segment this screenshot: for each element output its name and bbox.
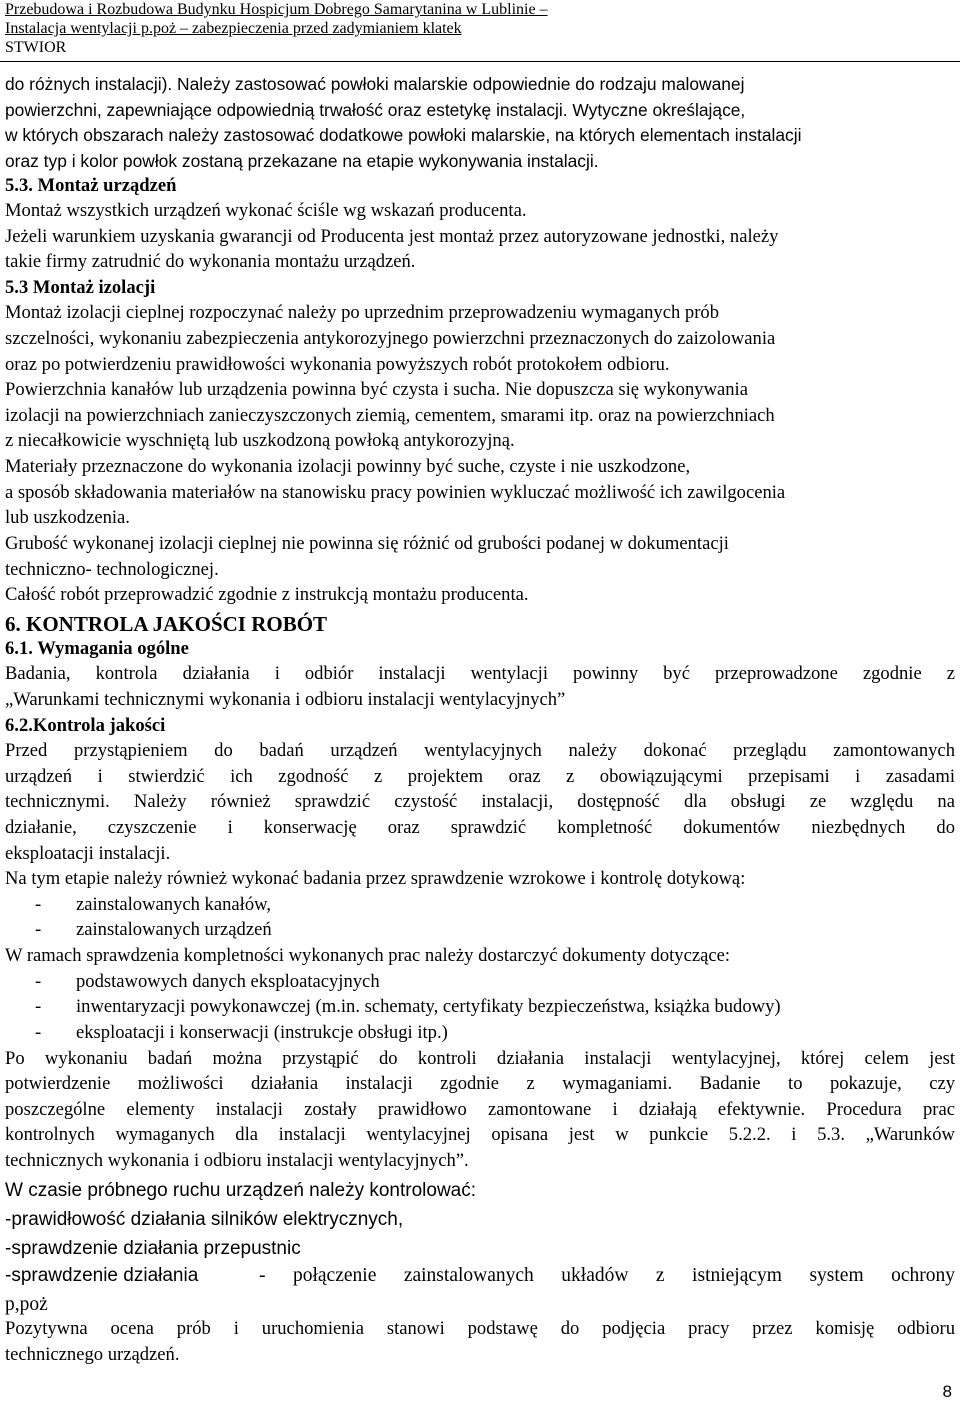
text-line: Całość robót przeprowadzić zgodnie z instrukcją montażu producenta. <box>5 584 529 605</box>
text-line: technicznego urządzeń. <box>5 1344 180 1365</box>
text-line: W ramach sprawdzenia kompletności wykonanych prac należy dostarczyć dokumenty dotyczące: <box>5 945 731 966</box>
text-line: Materiały przeznaczone do wykonania izolacji powinny być suche, czyste i nie uszkodzone, <box>5 456 691 477</box>
text-line: Montaż wszystkich urządzeń wykonać ściśle wg wskazań producenta. <box>5 200 527 221</box>
text-line: Badania, kontrola działania i odbiór instalacji wentylacji powinny być przeprowadzone zgodnie z <box>5 663 955 684</box>
chapter-heading: 6. KONTROLA JAKOŚCI ROBÓT <box>5 612 328 636</box>
text-line: działanie, czyszczenie i konserwację oraz sprawdzić kompletność dokumentów niezbędnych do <box>5 817 955 838</box>
text-line: z niecałkowicie wyschniętą lub uszkodzoną powłoką antykorozyjną. <box>5 430 515 451</box>
text-line: Pozytywna ocena prób i uruchomienia stanowi podstawę do podjęcia pracy przez komisję odbioru <box>5 1318 955 1339</box>
page-header <box>5 0 955 58</box>
section-heading: 5.3 Montaż izolacji <box>5 277 156 298</box>
text-line: -prawidłowość działania silników elektrycznych, <box>5 1209 404 1230</box>
text-line: Powierzchnia kanałów lub urządzenia powinna być czysta i sucha. Nie dopuszcza się wykonywania <box>5 379 748 400</box>
list-bullet: - <box>35 919 42 940</box>
text-line: -sprawdzenie działania przepustnic <box>5 1238 301 1259</box>
section-heading: 6.2.Kontrola jakości <box>5 715 166 736</box>
page-number: 8 <box>942 1382 952 1401</box>
header-rule <box>0 61 960 62</box>
text-line: Jeżeli warunkiem uzyskania gwarancji od Producenta jest montaż przez autoryzowane jednostki, należy <box>5 226 779 247</box>
text-line: Przed przystąpieniem do badań urządzeń wentylacyjnych należy dokonać przeglądu zamontowanych <box>5 740 955 761</box>
text-line: Montaż izolacji cieplnej rozpoczynać należy po uprzednim przeprowadzeniu wymaganych prób <box>5 302 720 323</box>
list-bullet: - <box>35 971 42 992</box>
list-item: podstawowych danych eksploatacyjnych <box>76 971 380 992</box>
text-line: takie firmy zatrudnić do wykonania montażu urządzeń. <box>5 251 416 272</box>
text-line: do różnych instalacji). Należy zastosować powłoki malarskie odpowiednie do rodzaju malowanej <box>5 74 745 94</box>
section-heading: 6.1. Wymagania ogólne <box>5 638 189 659</box>
list-item: zainstalowanych kanałów, <box>76 894 271 915</box>
text-line: Po wykonaniu badań można przystąpić do kontroli działania instalacji wentylacyjnej, której celem jest <box>5 1048 955 1069</box>
text-line: urządzeń i stwierdzić ich zgodność z projektem oraz z obowiązującymi przepisami i zasadami <box>5 766 955 787</box>
text-line: izolacji na powierzchniach zanieczyszczonych ziemią, cementem, smarami itp. oraz na powierzchniach <box>5 405 775 426</box>
list-bullet: - <box>35 894 42 915</box>
text-line: Na tym etapie należy również wykonać badania przez sprawdzenie wzrokowe i kontrolę dotykową: <box>5 868 746 889</box>
text-line: a sposób składowania materiałów na stanowisku pracy powinien wykluczać możliwość ich zawilgocenia <box>5 482 786 503</box>
list-item: zainstalowanych urządzeń <box>76 919 272 940</box>
text-line: oraz po potwierdzeniu prawidłowości wykonania powyższych robót protokołem odbioru. <box>5 354 670 375</box>
text-line: powierzchni, zapewniające odpowiednią trwałość oraz estetykę instalacji. Wytyczne określające, <box>5 100 746 120</box>
list-item: inwentaryzacji powykonawczej (m.in. schematy, certyfikaty bezpieczeństwa, książka budowy) <box>76 996 781 1017</box>
text-line: w których obszarach należy zastosować dodatkowe powłoki malarskie, na których elementach instalacji <box>5 125 802 145</box>
header-line-2: Instalacja wentylacji p.poż – zabezpieczenia przed zadymianiem klatek <box>5 20 462 37</box>
list-bullet: - <box>35 996 42 1017</box>
text-line: poszczególne elementy instalacji zostały prawidłowo zamontowane i działają efektywnie. Procedura prac <box>5 1099 955 1120</box>
text-line: „Warunkami technicznymi wykonania i odbioru instalacji wentylacyjnych” <box>5 689 566 710</box>
text-line: - połączenie zainstalowanych układów z istniejącym system ochrony <box>259 1265 955 1286</box>
text-line: technicznymi. Należy również sprawdzić czystość instalacji, dostępność dla obsługi ze względu na <box>5 791 955 812</box>
header-line-3: STWIOR <box>5 39 67 56</box>
text-line: technicznych wykonania i odbioru instalacji wentylacyjnych”. <box>5 1150 469 1171</box>
text-line: oraz typ i kolor powłok zostaną przekazane na etapie wykonywania instalacji. <box>5 151 599 171</box>
text-line: p,poż <box>5 1294 48 1315</box>
text-line: eksploatacji instalacji. <box>5 843 171 864</box>
text-line: lub uszkodzenia. <box>5 507 130 528</box>
section-heading: 5.3. Montaż urządzeń <box>5 175 177 196</box>
text-line: Grubość wykonanej izolacji cieplnej nie powinna się różnić od grubości podanej w dokumentacji <box>5 533 729 554</box>
text-line: -sprawdzenie działania <box>5 1265 199 1286</box>
text-line: W czasie próbnego ruchu urządzeń należy kontrolować: <box>5 1180 477 1201</box>
list-bullet: - <box>35 1022 42 1043</box>
text-line: potwierdzenie możliwości działania instalacji zgodnie z wymaganiami. Badanie to pokazuje, czy <box>5 1073 955 1094</box>
header-line-1: Przebudowa i Rozbudowa Budynku Hospicjum Dobrego Samarytanina w Lublinie – <box>5 1 548 18</box>
text-line: szczelności, wykonaniu zabezpieczenia antykorozyjnego powierzchni przeznaczonych do zaizolowania <box>5 328 776 349</box>
list-item: eksploatacji i konserwacji (instrukcje obsługi itp.) <box>76 1022 448 1043</box>
text-line: techniczno- technologicznej. <box>5 559 219 580</box>
text-line: kontrolnych wymaganych dla instalacji wentylacyjnej opisana jest w punkcie 5.2.2. i 5.3. „Warunków <box>5 1124 955 1145</box>
